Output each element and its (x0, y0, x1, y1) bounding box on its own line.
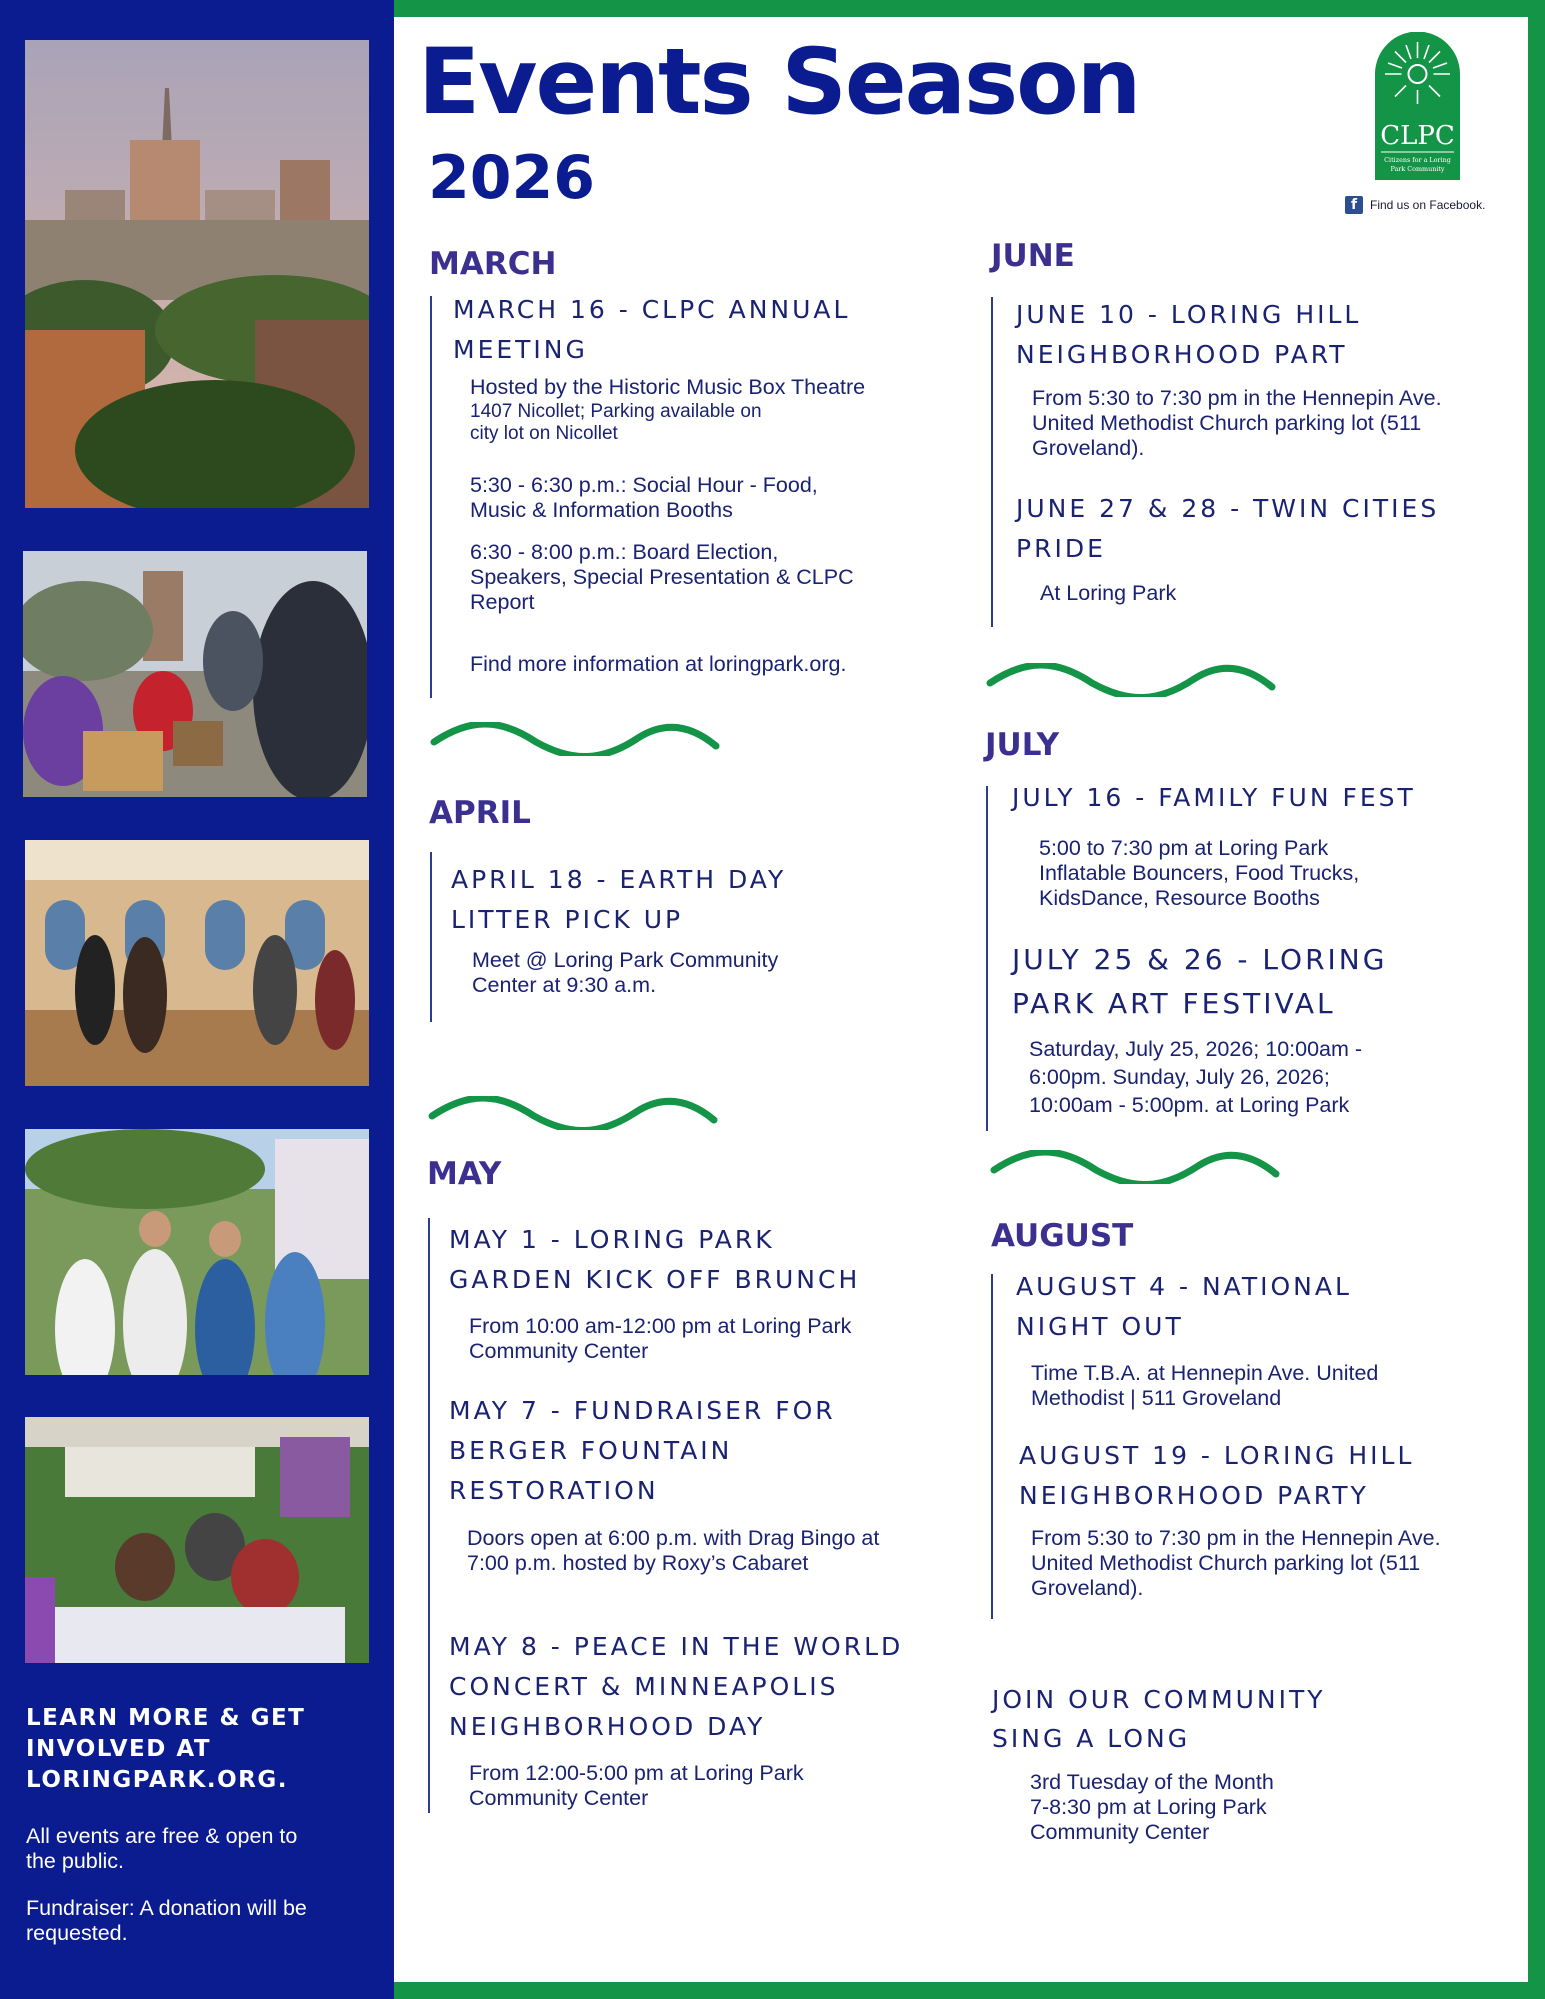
event-title-line: CONCERT & MINNEAPOLIS (449, 1672, 839, 1701)
event-desc-line: 10:00am - 5:00pm. at Loring Park (1029, 1093, 1350, 1117)
event-desc (1031, 1526, 1441, 1601)
event-desc-line: United Methodist Church parking lot (511 (1031, 1551, 1421, 1575)
sidebar-note-fundraiser (26, 1896, 356, 1946)
event-title-line: JUNE 27 & 28 - TWIN CITIES (1016, 494, 1440, 523)
event-title-line: NIGHT OUT (1016, 1312, 1184, 1341)
sidebar-cta-line: LEARN MORE & GET (26, 1705, 306, 1731)
festival-group-photo (25, 1129, 369, 1375)
event-desc-line: Meet @ Loring Park Community (472, 948, 779, 972)
month-june: JUNE (991, 238, 1075, 274)
sidebar-note-line: All events are free & open to (26, 1824, 298, 1848)
event-desc (469, 1761, 804, 1811)
logo-tagline: Park Community (1390, 165, 1445, 173)
event-title (453, 290, 850, 370)
event-title-line: PRIDE (1016, 534, 1106, 563)
event-title-line: SING A LONG (992, 1724, 1191, 1753)
sidebar-note-free (26, 1824, 356, 1874)
sidebar-cta (26, 1703, 366, 1796)
event-desc-line: Report (470, 590, 535, 614)
event-desc-line: Speakers, Special Presentation & CLPC (470, 565, 854, 589)
event-title-line: BERGER FOUNTAIN (449, 1436, 733, 1465)
event-desc-line: Center at 9:30 a.m. (472, 973, 657, 997)
sidebar-note-line: requested. (26, 1921, 128, 1945)
wave-divider (986, 663, 1276, 697)
event-divider (430, 296, 432, 698)
facebook-link[interactable] (1345, 196, 1485, 214)
event-desc-line: From 12:00-5:00 pm at Loring Park (469, 1761, 804, 1785)
event-desc-line: Community Center (469, 1339, 649, 1363)
event-desc-line: From 5:30 to 7:30 pm in the Hennepin Ave. (1032, 386, 1442, 410)
event-divider (986, 786, 988, 1131)
event-title-line: NEIGHBORHOOD PART (1016, 340, 1348, 369)
event-desc-line: 5:00 to 7:30 pm at Loring Park (1039, 836, 1329, 860)
event-title (1016, 1267, 1352, 1347)
event-desc-line: From 10:00 am-12:00 pm at Loring Park (469, 1314, 852, 1338)
logo-text: CLPC (1380, 121, 1455, 151)
event-title (1016, 295, 1361, 375)
event-desc-line: KidsDance, Resource Booths (1039, 886, 1320, 910)
event-desc (1031, 1361, 1378, 1411)
event-desc-line: From 5:30 to 7:30 pm in the Hennepin Ave. (1031, 1526, 1441, 1550)
month-july: JULY (985, 727, 1060, 763)
event-schedule (470, 540, 854, 615)
event-desc-line: 7:00 p.m. hosted by Roxy’s Cabaret (467, 1551, 809, 1575)
event-title-line: LITTER PICK UP (451, 905, 684, 934)
event-divider (991, 297, 993, 627)
sidebar-note-line: the public. (26, 1849, 125, 1873)
event-desc-line: 3rd Tuesday of the Month (1030, 1770, 1274, 1794)
event-title-line: JUNE 10 - LORING HILL (1016, 300, 1362, 329)
event-desc-line: At Loring Park (1040, 581, 1177, 605)
sing-along-desc (1030, 1770, 1274, 1845)
event-title-line: APRIL 18 - EARTH DAY (451, 865, 787, 894)
event-desc (469, 1314, 851, 1364)
event-title (449, 1391, 836, 1511)
event-title (1012, 778, 1416, 818)
event-title-line: MAY 7 - FUNDRAISER FOR (449, 1396, 836, 1425)
event-title (1019, 1436, 1414, 1516)
event-title-line: JULY 16 - FAMILY FUN FEST (1012, 783, 1416, 812)
page-title: Events Season (418, 30, 1140, 135)
event-desc-line: Methodist | 511 Groveland (1031, 1386, 1282, 1410)
event-divider (430, 852, 432, 1022)
sidebar-cta-line: LORINGPARK.ORG. (26, 1767, 288, 1793)
event-title (449, 1627, 903, 1747)
event-title-line: PARK ART FESTIVAL (1012, 987, 1336, 1020)
event-address (470, 401, 762, 445)
event-host: Hosted by the Historic Music Box Theatre (470, 375, 866, 399)
frame-bottom (394, 1982, 1545, 1999)
event-divider (428, 1218, 430, 1813)
month-may: MAY (427, 1156, 502, 1192)
month-august: AUGUST (991, 1218, 1134, 1254)
wave-divider (990, 1150, 1280, 1184)
event-title-line: AUGUST 19 - LORING HILL (1019, 1441, 1415, 1470)
event-title-line: JOIN OUR COMMUNITY (992, 1685, 1326, 1714)
event-desc-line: Community Center (1030, 1820, 1210, 1844)
event-title-line: MAY 8 - PEACE IN THE WORLD (449, 1632, 904, 1661)
event-divider (991, 1274, 993, 1619)
logo-tagline: Citizens for a Loring (1384, 156, 1451, 164)
city-skyline-photo (25, 40, 369, 508)
event-schedule (470, 473, 818, 523)
booth-volunteers-photo (25, 1417, 369, 1663)
event-desc-line: United Methodist Church parking lot (511 (1032, 411, 1422, 435)
event-desc-line: 6:30 - 8:00 p.m.: Board Election, (470, 540, 779, 564)
event-desc-line: 5:30 - 6:30 p.m.: Social Hour - Food, (470, 473, 818, 497)
kids-woodworking-photo (23, 551, 367, 797)
event-title-line: MAY 1 - LORING PARK (449, 1225, 775, 1254)
event-desc-line: 1407 Nicollet; Parking available on (470, 401, 762, 422)
event-desc-line: Groveland). (1031, 1576, 1144, 1600)
frame-top (394, 0, 1545, 17)
event-desc (467, 1526, 879, 1576)
sing-along-title (992, 1680, 1326, 1758)
event-desc-line: Community Center (469, 1786, 649, 1810)
event-desc (1032, 386, 1442, 461)
event-desc (1029, 1035, 1362, 1119)
event-desc-line: Doors open at 6:00 p.m. with Drag Bingo at (467, 1526, 880, 1550)
event-desc (472, 948, 778, 998)
event-title-line: NEIGHBORHOOD DAY (449, 1712, 766, 1741)
facebook-text: Find us on Facebook. (1370, 198, 1486, 212)
event-title (1012, 938, 1387, 1026)
event-desc-line: Saturday, July 25, 2026; 10:00am - (1029, 1037, 1363, 1061)
wave-divider (430, 722, 720, 756)
event-desc-line: Time T.B.A. at Hennepin Ave. United (1031, 1361, 1379, 1385)
event-title-line: NEIGHBORHOOD PARTY (1019, 1481, 1369, 1510)
sidebar (0, 0, 394, 1999)
month-april: APRIL (429, 795, 531, 831)
event-more-info: Find more information at loringpark.org. (470, 652, 847, 676)
event-desc (1039, 836, 1359, 911)
page-year: 2026 (428, 143, 595, 213)
sidebar-note-line: Fundraiser: A donation will be (26, 1896, 307, 1920)
clpc-logo (1375, 32, 1460, 180)
event-desc (1040, 581, 1176, 606)
wave-divider (428, 1096, 718, 1130)
event-desc-line: 7-8:30 pm at Loring Park (1030, 1795, 1267, 1819)
event-title (449, 1220, 860, 1300)
month-march: MARCH (429, 246, 557, 282)
event-title (451, 860, 786, 940)
folk-dance-photo (25, 840, 369, 1086)
sidebar-cta-line: INVOLVED AT (26, 1736, 212, 1762)
event-title-line: MEETING (453, 335, 588, 364)
facebook-icon: f (1345, 196, 1363, 214)
event-title (1016, 489, 1439, 569)
event-title-line: MARCH 16 - CLPC ANNUAL (453, 295, 851, 324)
event-desc-line: Music & Information Booths (470, 498, 733, 522)
event-desc-line: Groveland). (1032, 436, 1145, 460)
event-title-line: JULY 25 & 26 - LORING (1012, 943, 1388, 976)
event-desc-line: Inflatable Bouncers, Food Trucks, (1039, 861, 1360, 885)
event-title-line: AUGUST 4 - NATIONAL (1016, 1272, 1352, 1301)
event-desc-line: city lot on Nicollet (470, 423, 618, 444)
event-desc-line: 6:00pm. Sunday, July 26, 2026; (1029, 1065, 1330, 1089)
event-title-line: GARDEN KICK OFF BRUNCH (449, 1265, 861, 1294)
frame-right (1528, 0, 1545, 1999)
event-title-line: RESTORATION (449, 1476, 659, 1505)
